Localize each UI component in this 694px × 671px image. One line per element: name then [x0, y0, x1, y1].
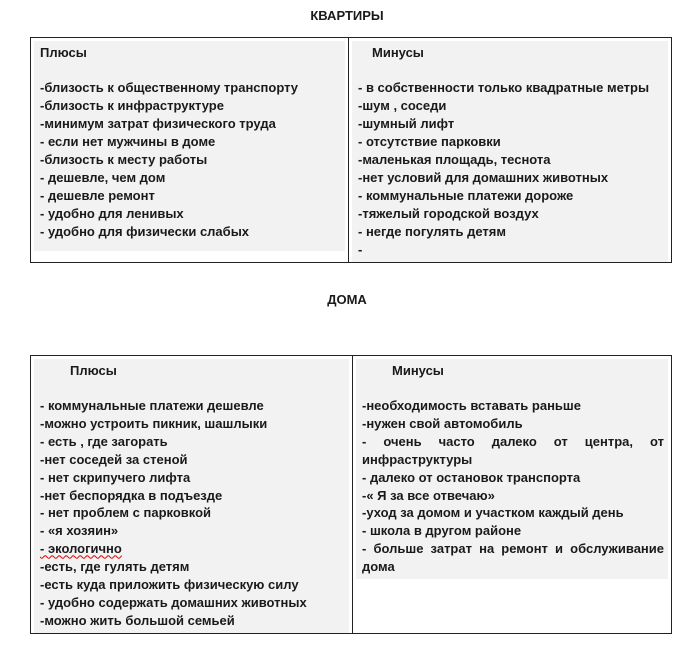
list-item: - школа в другом районе [362, 523, 522, 539]
list-item: - «я хозяин» [40, 523, 119, 539]
pros-header: Плюсы [40, 45, 87, 60]
apartments-table [30, 37, 672, 263]
list-item: -необходимость вставать раньше [362, 398, 581, 413]
list-item: -маленькая площадь, теснота [358, 152, 551, 167]
list-item: - [358, 242, 363, 257]
list-item: -нет беспорядка в подъезде [40, 487, 223, 503]
list-item: - негде погулять детям [358, 224, 506, 239]
houses-cons-list [362, 397, 664, 576]
list-item: - больше затрат на ремонт и обслуживание дома [362, 541, 664, 575]
list-item: - нет скрипучего лифта [40, 469, 191, 485]
cons-header: Минусы [392, 363, 444, 378]
list-item: - удобно содержать домашних животных [40, 594, 307, 610]
list-item: -близость к месту работы [40, 152, 208, 167]
list-item: -близость к инфраструктуре [40, 98, 224, 113]
list-item: - удобно для ленивых [40, 206, 184, 221]
list-item: - в собственности только квадратные метры [358, 80, 650, 95]
houses-cons-cell [353, 356, 672, 634]
list-item: -можно жить большой семьей [40, 612, 235, 628]
list-item: -нет соседей за стеной [40, 451, 188, 467]
list-item: - очень часто далеко от центра, от инфраструктуры [362, 433, 664, 467]
apartments-pros-list [40, 79, 341, 241]
houses-pros-list [40, 397, 345, 630]
list-item: -есть, где гулять детям [40, 559, 190, 575]
pros-header: Плюсы [70, 363, 117, 378]
list-item: - экологично [40, 541, 122, 557]
section-title-apartments: КВАРТИРЫ [310, 8, 384, 23]
apartments-cons-list [358, 79, 664, 259]
list-item: - если нет мужчины в доме [40, 134, 216, 149]
list-item: -шум , соседи [358, 98, 447, 113]
list-item: - дешевле, чем дом [40, 170, 166, 185]
section-title-houses: ДОМА [327, 292, 367, 307]
list-item: -шумный лифт [358, 116, 455, 131]
list-item: - удобно для физически слабых [40, 224, 250, 239]
list-item: - есть , где загорать [40, 433, 168, 449]
apartments-cons-cell [349, 38, 672, 263]
list-item: - коммунальные платежи дешевле [40, 398, 264, 413]
list-item: -есть куда приложить физическую силу [40, 577, 299, 593]
list-item: -тяжелый городской воздух [358, 206, 539, 221]
list-item: - дешевле ремонт [40, 188, 155, 203]
list-item: -уход за домом и участком каждый день [362, 505, 624, 521]
list-item: - коммунальные платежи дороже [358, 188, 574, 203]
list-item: -минимум затрат физического труда [40, 116, 276, 131]
list-item: -нужен свой автомобиль [362, 415, 523, 431]
list-item: - нет проблем с парковкой [40, 505, 212, 521]
list-item: -нет условий для домашних животных [358, 170, 609, 185]
apartments-pros-cell [31, 38, 349, 263]
houses-pros-cell [31, 356, 353, 634]
list-item: -« Я за все отвечаю» [362, 487, 495, 503]
list-item: - далеко от остановок транспорта [362, 469, 581, 485]
list-item: - отсутствие парковки [358, 134, 501, 149]
houses-table [30, 355, 672, 634]
list-item: -близость к общественному транспорту [40, 80, 299, 95]
cons-header: Минусы [372, 45, 424, 60]
list-item: -можно устроить пикник, шашлыки [40, 415, 268, 431]
